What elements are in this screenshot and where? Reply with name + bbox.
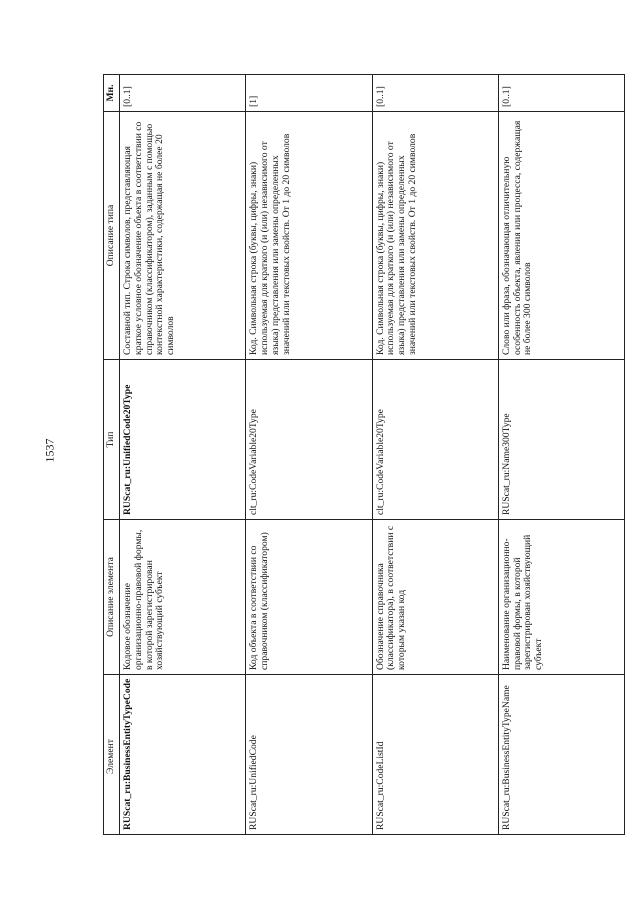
- cell-type: clt_ru:CodeVariable20Type: [372, 360, 498, 520]
- table-row: [498, 75, 624, 835]
- cell-type-description: Составной тип. Строка символов, представляющая краткое условное обозначение объекта в соответствии со справочником (классификатором), заданным с помощью контекстной характеристики, содержащая не более 20 символов: [120, 112, 246, 360]
- header-type: Тип: [104, 360, 120, 520]
- cell-type-description: Код. Символьная строка (буквы, цифры, знаки) используемая для краткого (и (или) независимого от языка) представления или замены определенных значений или текстовых свойств. От 1 до 20 символов: [246, 112, 372, 360]
- page-number: 1537: [42, 438, 57, 463]
- header-multiplicity: Мн.: [104, 75, 120, 112]
- element-table: [103, 74, 625, 835]
- cell-type: RUScat_ru:UnifiedCode20Type: [120, 360, 246, 520]
- cell-multiplicity: [0..1]: [498, 75, 624, 112]
- cell-type: RUScat_ru:Name300Type: [498, 360, 624, 520]
- table-row: [246, 75, 372, 835]
- cell-element: RUScat_ru:BusinessEntityTypeCode: [120, 675, 246, 835]
- rotated-table-container: [103, 75, 625, 835]
- header-element: Элемент: [104, 675, 120, 835]
- cell-multiplicity: [1]: [246, 75, 372, 112]
- cell-type-description: Слово или фраза, обозначающая отличительную особенность объекта, явления или процесса, содержащая не более 300 символов: [498, 112, 624, 360]
- table-row: [372, 75, 498, 835]
- cell-element: RUScat_ru:BusinessEntityTypeName: [498, 675, 624, 835]
- table-row: [120, 75, 246, 835]
- cell-type-description: Код. Символьная строка (буквы, цифры, знаки) используемая для краткого (и (или) независимого от языка) представления или замены определенных значений или текстовых свойств. От 1 до 20 символов: [372, 112, 498, 360]
- table-header-row: [104, 75, 120, 835]
- cell-element: RUScat_ru:UnifiedCode: [246, 675, 372, 835]
- cell-element: RUScat_ru:CodeListId: [372, 675, 498, 835]
- cell-multiplicity: [0..1]: [120, 75, 246, 112]
- cell-description: Наименование организационно-правовой формы, в которой зарегистрирован хозяйствующий субъект: [498, 520, 624, 675]
- cell-type: clt_ru:CodeVariable20Type: [246, 360, 372, 520]
- cell-description: Обозначение справочника (классификатора), в соответствии с которым указан код: [372, 520, 498, 675]
- cell-multiplicity: [0..1]: [372, 75, 498, 112]
- cell-description: Код объекта в соответствии со справочником (классификатором): [246, 520, 372, 675]
- header-element-description: Описание элемента: [104, 520, 120, 675]
- header-type-description: Описание типа: [104, 112, 120, 360]
- cell-description: Кодовое обозначение организационно-правовой формы, в которой зарегистрирован хозяйствующий субъект: [120, 520, 246, 675]
